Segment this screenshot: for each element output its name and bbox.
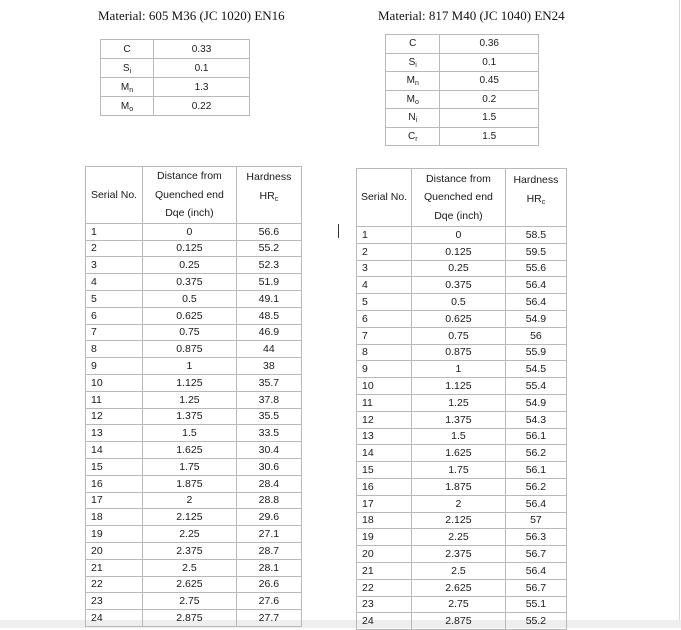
distance-cell: 2.5 [143,559,237,576]
table-row [86,458,302,475]
hardness-cell: 48.5 [236,307,301,324]
hardness-cell: 55.6 [505,260,566,277]
table-row [86,274,302,291]
element-symbol-sub: r [415,135,418,143]
hardness-cell: 37.8 [236,391,301,408]
element-symbol [386,53,440,72]
hardness-cell: 27.6 [236,593,301,610]
table-row [86,324,302,341]
table-row [86,408,302,425]
serial-cell: 23 [357,596,412,613]
hardness-cell: 55.1 [505,596,566,613]
serial-cell: 2 [357,243,412,260]
left-material-title: Material: 605 M36 (JC 1020) EN16 [98,8,285,23]
serial-cell: 21 [357,562,412,579]
hardness-cell: 54.9 [505,394,566,411]
serial-cell: 20 [86,542,143,559]
composition-row [386,127,539,146]
distance-cell: 0 [143,223,237,240]
table-row [86,593,302,610]
hardness-cell: 44 [236,341,301,358]
table-row [86,223,302,240]
distance-cell: 0.875 [412,344,506,361]
hardness-cell: 55.2 [236,240,301,257]
table-row [86,307,302,324]
distance-cell: 1.5 [412,428,506,445]
distance-cell: 1.875 [143,475,237,492]
element-symbol-sub: n [129,86,134,94]
hardness-cell: 56.2 [505,478,566,495]
table-row [357,462,567,479]
table-row [86,290,302,307]
distance-cell: 1.5 [143,425,237,442]
table-row [86,542,302,559]
hardness-cell: 35.7 [236,374,301,391]
element-percent: 0.22 [154,97,250,116]
hardness-cell: 56.4 [505,277,566,294]
table-row [86,391,302,408]
element-symbol-sub: o [129,105,134,113]
serial-cell: 21 [86,559,143,576]
distance-cell: 2.75 [143,593,237,610]
distance-cell: 1.625 [143,442,237,459]
table-row [357,445,567,462]
hardness-cell: 28.1 [236,559,301,576]
composition-row [386,72,539,91]
distance-cell: 1.875 [412,478,506,495]
hardness-cell: 58.5 [505,227,566,244]
composition-row [386,109,539,128]
distance-cell: 1.75 [143,458,237,475]
distance-cell: 1.25 [143,391,237,408]
distance-cell: 1.125 [143,374,237,391]
element-symbol-main: C [407,130,416,142]
table-row [357,294,567,311]
table-row [357,411,567,428]
element-symbol [101,40,154,59]
distance-cell: 2.75 [412,596,506,613]
serial-cell: 22 [357,579,412,596]
hardness-cell: 27.7 [236,610,301,627]
serial-cell: 12 [357,411,412,428]
left-hardness-table [85,166,302,627]
table-row [86,358,302,375]
table-row [357,613,567,630]
element-symbol-sub: i [415,61,417,69]
element-symbol-main: C [123,43,131,55]
hardness-cell: 55.9 [505,344,566,361]
right-hardness-table [356,168,567,630]
distance-cell: 0.875 [143,341,237,358]
element-symbol [386,90,440,109]
element-percent: 0.45 [440,72,539,91]
element-symbol [386,109,440,128]
distance-cell: 2.375 [412,546,506,563]
composition-row [386,90,539,109]
element-symbol [101,59,154,78]
serial-cell: 3 [357,260,412,277]
hardness-cell: 59.5 [505,243,566,260]
distance-cell: 0.375 [412,277,506,294]
table-row [357,529,567,546]
distance-cell: 2.375 [143,542,237,559]
serial-cell: 18 [357,512,412,529]
hardness-cell: 38 [236,358,301,375]
hardness-cell: 56.1 [505,428,566,445]
table-row [86,492,302,509]
hardness-cell: 33.5 [236,425,301,442]
element-symbol-main: M [406,93,415,105]
hardness-cell: 57 [505,512,566,529]
table-row [86,341,302,358]
serial-cell: 24 [357,613,412,630]
distance-cell: 2 [143,492,237,509]
distance-cell: 2.25 [143,526,237,543]
serial-cell: 20 [357,546,412,563]
element-symbol-main: M [120,100,130,112]
serial-cell: 1 [86,223,143,240]
serial-cell: 14 [357,445,412,462]
serial-cell: 15 [86,458,143,475]
distance-cell: 1.625 [412,445,506,462]
hardness-header: Hardness HRc [236,167,301,224]
left-composition-table [100,39,250,116]
table-row [86,475,302,492]
serial-cell: 22 [86,576,143,593]
serial-cell: 6 [86,307,143,324]
element-percent: 0.1 [440,53,539,72]
hardness-cell: 49.1 [236,290,301,307]
element-percent: 1.5 [440,109,539,128]
table-row [86,257,302,274]
hardness-cell: 52.3 [236,257,301,274]
table-row [86,559,302,576]
hardness-cell: 29.6 [236,509,301,526]
hardness-cell: 56.4 [505,562,566,579]
element-symbol-main: M [406,75,415,87]
serial-cell: 13 [357,428,412,445]
distance-cell: 1 [143,358,237,375]
hardness-cell: 28.4 [236,475,301,492]
serial-cell: 2 [86,240,143,257]
serial-cell: 19 [86,526,143,543]
hardness-cell: 56.4 [505,495,566,512]
hardness-cell: 56.7 [505,546,566,563]
serial-cell: 6 [357,310,412,327]
distance-cell: 2.625 [143,576,237,593]
serial-cell: 16 [357,478,412,495]
distance-cell: 0.625 [143,307,237,324]
distance-cell: 2.5 [412,562,506,579]
element-percent: 0.1 [154,59,250,78]
table-row [357,562,567,579]
element-symbol-sub: n [414,80,419,88]
table-row [86,509,302,526]
serial-header: Serial No. [357,169,412,227]
serial-cell: 10 [86,374,143,391]
composition-row [101,40,250,59]
element-symbol-sub: i [129,67,132,75]
distance-cell: 2.125 [143,509,237,526]
text-cursor [338,224,339,238]
serial-cell: 9 [86,358,143,375]
table-row [357,378,567,395]
distance-cell: 0.25 [412,260,506,277]
table-row [357,243,567,260]
table-row [357,310,567,327]
element-percent: 1.3 [154,78,250,97]
distance-cell: 0 [412,227,506,244]
hardness-cell: 26.6 [236,576,301,593]
right-composition-table [385,34,539,146]
hardness-cell: 56.2 [505,445,566,462]
table-row [357,227,567,244]
distance-cell: 2.875 [143,610,237,627]
distance-cell: 2.875 [412,613,506,630]
distance-cell: 1.25 [412,394,506,411]
serial-cell: 15 [357,462,412,479]
hardness-cell: 55.4 [505,378,566,395]
serial-cell: 23 [86,593,143,610]
distance-cell: 0.625 [412,310,506,327]
serial-cell: 12 [86,408,143,425]
hardness-cell: 55.2 [505,613,566,630]
hardness-cell: 28.7 [236,542,301,559]
distance-cell: 1 [412,361,506,378]
serial-cell: 7 [357,327,412,344]
element-symbol-main: S [122,62,130,74]
hardness-cell: 30.4 [236,442,301,459]
element-symbol [386,72,440,91]
distance-header: Distance from Quenched end Dqe (inch) [143,167,237,224]
table-row [357,327,567,344]
composition-row [101,97,250,116]
serial-cell: 10 [357,378,412,395]
hardness-cell: 54.9 [505,310,566,327]
serial-cell: 8 [86,341,143,358]
distance-cell: 2.125 [412,512,506,529]
table-row [86,576,302,593]
distance-header: Distance from Quenched end Dqe (inch) [412,169,506,227]
distance-cell: 0.75 [412,327,506,344]
table-row [357,512,567,529]
element-percent: 0.2 [440,90,539,109]
table-row [357,428,567,445]
composition-row [101,78,250,97]
element-symbol-sub: i [415,117,418,125]
serial-cell: 18 [86,509,143,526]
element-symbol [101,97,154,116]
serial-cell: 19 [357,529,412,546]
distance-cell: 1.375 [412,411,506,428]
serial-cell: 4 [86,274,143,291]
composition-row [101,59,250,78]
hardness-cell: 56.4 [505,294,566,311]
element-symbol-main: S [408,56,416,68]
distance-cell: 1.125 [412,378,506,395]
hardness-cell: 54.5 [505,361,566,378]
hardness-cell: 46.9 [236,324,301,341]
distance-cell: 0.5 [143,290,237,307]
hardness-cell: 27.1 [236,526,301,543]
table-row [357,596,567,613]
hardness-cell: 56.6 [236,223,301,240]
table-row [357,344,567,361]
table-row [357,495,567,512]
distance-cell: 2 [412,495,506,512]
distance-cell: 0.125 [143,240,237,257]
serial-cell: 9 [357,361,412,378]
serial-cell: 4 [357,277,412,294]
distance-cell: 0.375 [143,274,237,291]
serial-cell: 14 [86,442,143,459]
element-symbol-main: M [120,81,130,93]
element-percent: 0.36 [440,35,539,54]
hardness-header: Hardness HRc [505,169,566,227]
distance-cell: 1.75 [412,462,506,479]
hardness-cell: 54.3 [505,411,566,428]
distance-cell: 0.25 [143,257,237,274]
serial-header: Serial No. [86,167,143,224]
composition-row [386,35,539,54]
table-row [357,394,567,411]
table-row [357,478,567,495]
hardness-cell: 56.1 [505,462,566,479]
serial-cell: 3 [86,257,143,274]
serial-cell: 13 [86,425,143,442]
hardness-cell: 56 [505,327,566,344]
serial-cell: 11 [86,391,143,408]
serial-cell: 24 [86,610,143,627]
distance-cell: 2.625 [412,579,506,596]
serial-cell: 5 [357,294,412,311]
hardness-cell: 28.8 [236,492,301,509]
distance-cell: 1.375 [143,408,237,425]
serial-cell: 17 [86,492,143,509]
table-row [357,546,567,563]
element-symbol-main: C [409,38,417,50]
serial-cell: 5 [86,290,143,307]
serial-cell: 1 [357,227,412,244]
hardness-cell: 30.6 [236,458,301,475]
distance-cell: 0.125 [412,243,506,260]
serial-cell: 7 [86,324,143,341]
table-row [86,610,302,627]
table-row [86,425,302,442]
hardness-cell: 56.3 [505,529,566,546]
table-row [357,260,567,277]
hardness-cell: 56.7 [505,579,566,596]
element-symbol [101,78,154,97]
distance-cell: 2.25 [412,529,506,546]
table-row [86,442,302,459]
distance-cell: 0.75 [143,324,237,341]
element-percent: 0.33 [154,40,250,59]
serial-cell: 11 [357,394,412,411]
table-row [357,361,567,378]
element-percent: 1.5 [440,127,539,146]
right-material-title: Material: 817 M40 (JC 1040) EN24 [378,8,565,23]
serial-cell: 17 [357,495,412,512]
serial-cell: 8 [357,344,412,361]
element-symbol [386,127,440,146]
table-row [86,240,302,257]
serial-cell: 16 [86,475,143,492]
table-row [357,277,567,294]
table-row [86,374,302,391]
table-row [86,526,302,543]
hardness-cell: 35.5 [236,408,301,425]
element-symbol-main: N [408,112,416,124]
table-row [357,579,567,596]
distance-cell: 0.5 [412,294,506,311]
element-symbol [386,35,440,54]
composition-row [386,53,539,72]
element-symbol-sub: o [414,98,419,106]
hardness-cell: 51.9 [236,274,301,291]
